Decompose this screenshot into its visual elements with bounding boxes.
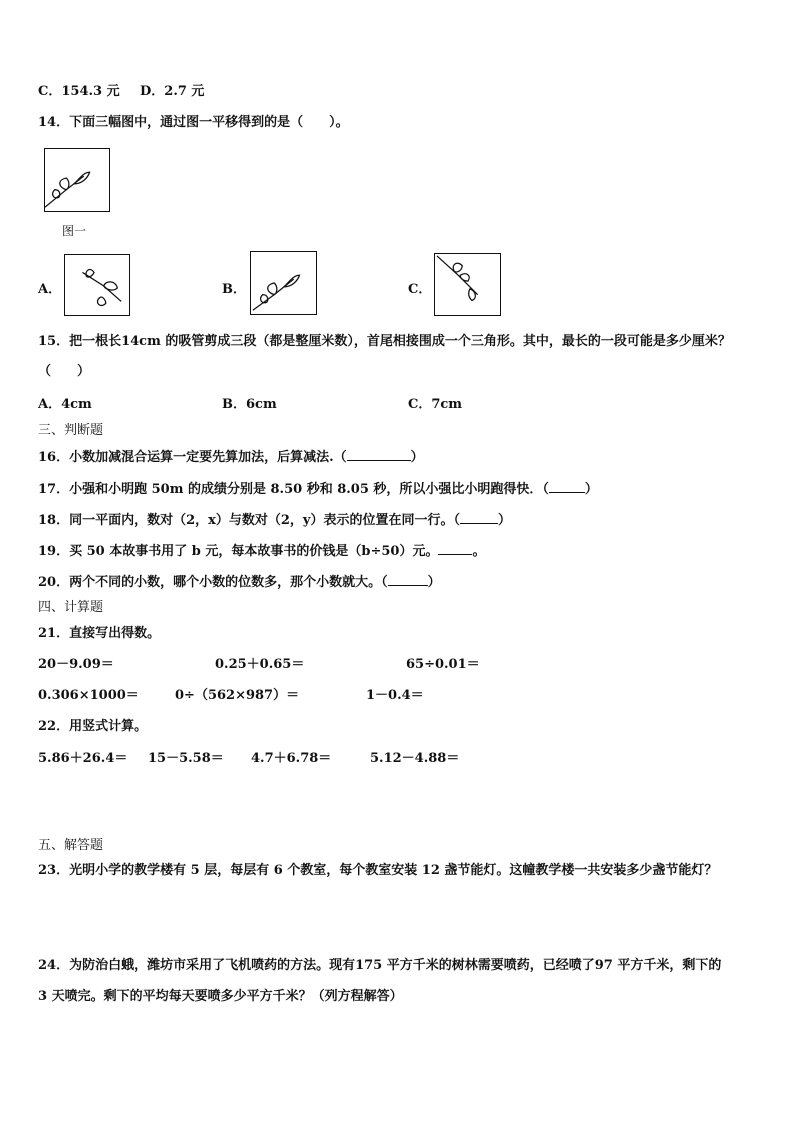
branch-icon [65,255,129,315]
q21-item: 1－0.4＝ [366,688,424,703]
figure-one-caption: 图一 [62,224,87,238]
q19-stem: 19．买 50 本故事书用了 b 元，每本故事书的价钱是（b÷50）元。 [38,544,439,559]
q20-stem: 20．两个不同的小数，哪个小数的位数多，那个小数就大。（ [38,575,388,590]
q18-answer-blank[interactable] [460,511,498,524]
q21-item: 0÷（562×987）＝ [175,688,300,703]
q14-stem: 14．下面三幅图中，通过图一平移得到的是（ ）。 [38,115,349,130]
q21-item: 0.25＋0.65＝ [215,657,305,672]
q19-text [38,542,485,560]
q16-close: ） [410,450,424,465]
q14-option-a-label: A． [38,282,62,297]
q21-item: 0.306×1000＝ [38,688,139,703]
q24-line-2: 3 天喷完。剩下的平均每天要喷多少平方千米？（列方程解答） [38,989,403,1004]
q15-option-c: C．7cm [408,397,463,412]
q16-answer-blank[interactable] [347,448,411,461]
q15-answer-paren: （ ） [38,364,91,379]
q22-item: 5.12－4.88＝ [370,751,460,766]
q18-stem: 18．同一平面内，数对（2，x）与数对（2，y）表示的位置在同一行。（ [38,513,460,528]
q20-close: ） [427,575,441,590]
option-b-figure [250,251,317,315]
q22-item: 4.7＋6.78＝ [251,751,332,766]
option-a-figure [64,254,130,316]
q17-text [38,480,598,498]
section-five-title: 五、解答题 [38,838,104,853]
q13-option-c: C．154.3 元 [38,84,120,99]
q17-answer-blank[interactable] [549,480,585,493]
q16-text [38,448,424,466]
q21-stem: 21．直接写出得数。 [38,626,161,641]
q22-item: 5.86＋26.4＝ [38,751,128,766]
q14-option-c-label: C． [408,282,432,297]
q20-answer-blank[interactable] [388,573,428,586]
q18-text [38,511,511,529]
q21-item: 20－9.09＝ [38,657,114,672]
q22-item: 15－5.58＝ [148,751,224,766]
section-three-title: 三、判断题 [38,423,104,438]
q15-option-a: A．4cm [38,397,92,412]
section-four-title: 四、计算题 [38,600,104,615]
branch-icon [435,254,500,315]
q15-stem: 15．把一根长14cm 的吸管剪成三段（都是整厘米数），首尾相接围成一个三角形。其中，最长的一段可能是多少厘米？ [38,334,731,349]
q19-close: 。 [472,544,486,559]
q13-option-d: D．2.7 元 [140,84,205,99]
q17-close: ） [584,482,598,497]
figure-one-box [44,148,110,212]
q21-item: 65÷0.01＝ [406,657,480,672]
q15-option-b: B．6cm [222,397,277,412]
q16-stem: 16．小数加减混合运算一定要先算加法，后算减法.（ [38,450,347,465]
q18-close: ） [498,513,512,528]
branch-icon [45,149,109,211]
q14-option-b-label: B． [222,282,246,297]
q19-answer-blank[interactable] [438,542,472,555]
q17-stem: 17．小强和小明跑 50m 的成绩分别是 8.50 秒和 8.05 秒，所以小强比小明跑得快．（ [38,482,549,497]
q23-text: 23．光明小学的教学楼有 5 层，每层有 6 个教室，每个教室安装 12 盏节能灯。这幢教学楼一共安装多少盏节能灯？ [38,863,718,878]
q20-text [38,573,441,591]
option-c-figure [434,253,501,316]
branch-icon [251,252,316,314]
q24-line-1: 24．为防治白蛾，潍坊市采用了飞机喷药的方法。现有175 平方千米的树林需要喷药，已经喷了97 平方千米，剩下的 [38,958,722,973]
q22-stem: 22．用竖式计算。 [38,719,148,734]
